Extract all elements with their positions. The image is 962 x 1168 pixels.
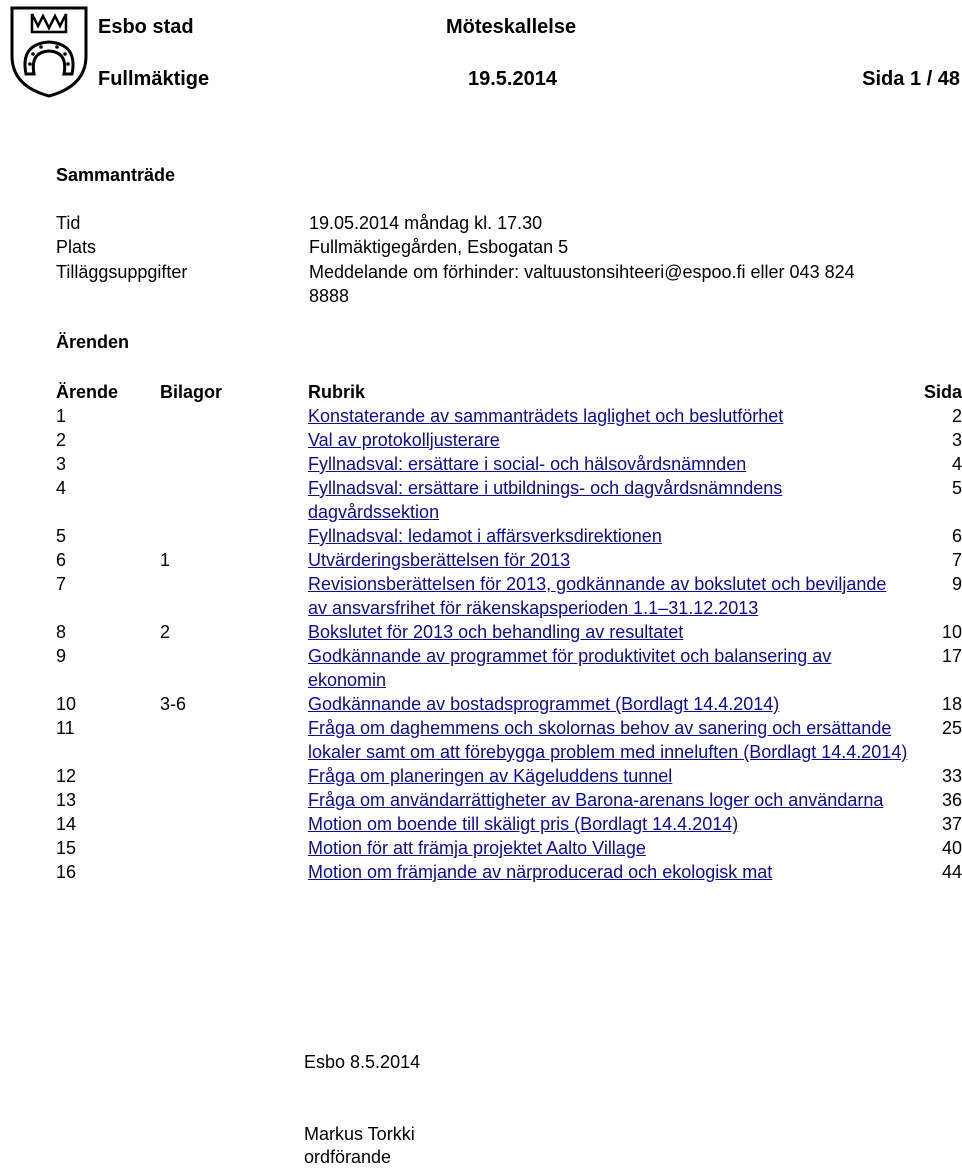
column-header-title: Rubrik xyxy=(308,382,366,402)
item-title-cell xyxy=(308,572,908,620)
table-header-row xyxy=(56,380,962,404)
item-attachments xyxy=(160,404,308,428)
item-number: 15 xyxy=(56,838,77,858)
signature-place-date: Esbo 8.5.2014 xyxy=(304,1052,421,1072)
page-number: Sida 1 / 48 xyxy=(862,68,960,90)
item-page: 6 xyxy=(951,526,962,546)
item-title-link[interactable]: Godkännande av programmet för produktivitet och balansering av ekonomin xyxy=(308,646,832,690)
column-header-item: Ärende xyxy=(56,382,119,402)
items-heading: Ärenden xyxy=(56,332,130,352)
table-row xyxy=(56,692,962,716)
agenda-table-body xyxy=(56,404,962,884)
signature-title: ordförande xyxy=(304,1147,392,1167)
item-attachments xyxy=(160,812,308,836)
item-title-link[interactable]: Bokslutet för 2013 och behandling av resultatet xyxy=(308,622,684,642)
item-page: 2 xyxy=(951,406,962,426)
item-page: 36 xyxy=(941,790,962,810)
item-title-cell xyxy=(308,428,908,452)
item-attachments xyxy=(160,524,308,548)
esbo-coat-of-arms-logo xyxy=(8,4,90,98)
additional-info-value: Meddelande om förhinder: valtuustonsihteeri@espoo.fi eller 043 824 xyxy=(309,262,855,282)
item-attachments xyxy=(160,836,308,860)
item-title-link[interactable]: Utvärderingsberättelsen för 2013 xyxy=(308,550,571,570)
item-number: 9 xyxy=(56,646,67,666)
item-title-cell xyxy=(308,764,908,788)
item-title-cell xyxy=(308,836,908,860)
time-label: Tid xyxy=(56,213,81,233)
table-row xyxy=(56,836,962,860)
item-number: 3 xyxy=(56,454,67,474)
item-attachments xyxy=(160,716,308,764)
item-number: 16 xyxy=(56,862,77,882)
item-page: 3 xyxy=(951,430,962,450)
column-header-page: Sida xyxy=(923,382,962,402)
item-title-link[interactable]: Godkännande av bostadsprogrammet (Bordlagt 14.4.2014) xyxy=(308,694,780,714)
table-row xyxy=(56,524,962,548)
item-title-link[interactable]: Motion om boende till skäligt pris (Bordlagt 14.4.2014) xyxy=(308,814,739,834)
item-title-link[interactable]: Fråga om användarrättigheter av Barona-arenans loger och användarna xyxy=(308,790,884,810)
item-attachments xyxy=(160,428,308,452)
item-attachments xyxy=(160,788,308,812)
item-title-cell xyxy=(308,524,908,548)
item-number: 2 xyxy=(56,430,67,450)
item-number: 5 xyxy=(56,526,67,546)
item-title-cell xyxy=(308,716,908,764)
item-page: 10 xyxy=(941,622,962,642)
item-title-link[interactable]: Fyllnadsval: ersättare i utbildnings- och dagvårdsnämndens dagvårdssektion xyxy=(308,478,783,522)
item-attachments: 1 xyxy=(160,550,171,570)
item-title-link[interactable]: Fyllnadsval: ersättare i social- och hälsovårdsnämnden xyxy=(308,454,747,474)
item-attachments xyxy=(160,860,308,884)
item-page: 7 xyxy=(951,550,962,570)
item-number: 8 xyxy=(56,622,67,642)
meeting-heading: Sammanträde xyxy=(56,165,176,185)
item-title-cell xyxy=(308,620,908,644)
item-title-cell xyxy=(308,692,908,716)
item-title-cell xyxy=(308,548,908,572)
item-title-cell xyxy=(308,452,908,476)
item-page: 33 xyxy=(941,766,962,786)
document-type: Möteskallelse xyxy=(446,16,577,38)
column-header-attachments: Bilagor xyxy=(160,382,223,402)
header-date: 19.5.2014 xyxy=(468,68,557,90)
item-number: 13 xyxy=(56,790,77,810)
item-number: 14 xyxy=(56,814,77,834)
additional-info-value-cont: 8888 xyxy=(309,286,350,306)
table-row xyxy=(56,452,962,476)
item-number: 11 xyxy=(56,718,75,738)
table-row xyxy=(56,788,962,812)
item-title-cell xyxy=(308,644,908,692)
item-title-link[interactable]: Motion om främjande av närproducerad och ekologisk mat xyxy=(308,862,773,882)
item-page: 18 xyxy=(941,694,962,714)
item-attachments xyxy=(160,764,308,788)
item-page: 9 xyxy=(951,574,962,594)
item-page: 25 xyxy=(941,718,962,738)
agenda-table xyxy=(56,380,962,884)
item-title-link[interactable]: Val av protokolljusterare xyxy=(308,430,500,450)
council-name: Fullmäktige xyxy=(98,68,210,90)
table-row xyxy=(56,548,962,572)
table-row xyxy=(56,644,962,692)
item-page: 44 xyxy=(941,862,962,882)
table-row xyxy=(56,572,962,620)
item-page: 37 xyxy=(941,814,962,834)
item-title-link[interactable]: Motion för att främja projektet Aalto Village xyxy=(308,838,646,858)
place-value: Fullmäktigegården, Esbogatan 5 xyxy=(309,237,569,257)
place-label: Plats xyxy=(56,237,97,257)
item-page: 5 xyxy=(951,478,962,498)
table-row xyxy=(56,620,962,644)
additional-info-label: Tilläggsuppgifter xyxy=(56,262,188,282)
item-number: 1 xyxy=(56,406,67,426)
item-title-cell xyxy=(308,476,908,524)
item-number: 6 xyxy=(56,550,67,570)
organization-name: Esbo stad xyxy=(98,16,194,38)
item-number: 7 xyxy=(56,574,67,594)
item-title-cell xyxy=(308,788,908,812)
item-title-link[interactable]: Fyllnadsval: ledamot i affärsverksdirektionen xyxy=(308,526,662,546)
table-row xyxy=(56,716,962,764)
table-row xyxy=(56,428,962,452)
item-page: 40 xyxy=(941,838,962,858)
item-page: 17 xyxy=(941,646,962,666)
item-number: 10 xyxy=(56,694,77,714)
table-row xyxy=(56,812,962,836)
item-title-link[interactable]: Fråga om daghemmens och skolornas behov av sanering och ersättande lokaler samt om att förebygga problem med inneluften (Bordlagt 14.4.2014) xyxy=(308,718,908,762)
item-number: 4 xyxy=(56,478,67,498)
table-row xyxy=(56,404,962,428)
item-page: 4 xyxy=(951,454,962,474)
item-attachments: 2 xyxy=(160,622,171,642)
table-row xyxy=(56,860,962,884)
item-attachments: 3-6 xyxy=(160,694,187,714)
item-title-cell xyxy=(308,404,908,428)
item-attachments xyxy=(160,476,308,524)
signature-name: Markus Torkki xyxy=(304,1124,415,1144)
item-number: 12 xyxy=(56,766,77,786)
item-title-cell xyxy=(308,812,908,836)
table-row xyxy=(56,476,962,524)
table-row xyxy=(56,764,962,788)
item-attachments xyxy=(160,644,308,692)
time-value: 19.05.2014 måndag kl. 17.30 xyxy=(309,213,543,233)
item-title-cell xyxy=(308,860,908,884)
item-attachments xyxy=(160,572,308,620)
item-title-link[interactable]: Konstaterande av sammanträdets laglighet och beslutförhet xyxy=(308,406,784,426)
item-attachments xyxy=(160,452,308,476)
item-title-link[interactable]: Revisionsberättelsen för 2013, godkännande av bokslutet och beviljande av ansvarsfrihet för räkenskapsperioden 1.1–31.12.2013 xyxy=(308,574,887,618)
item-title-link[interactable]: Fråga om planeringen av Kägeluddens tunnel xyxy=(308,766,673,786)
